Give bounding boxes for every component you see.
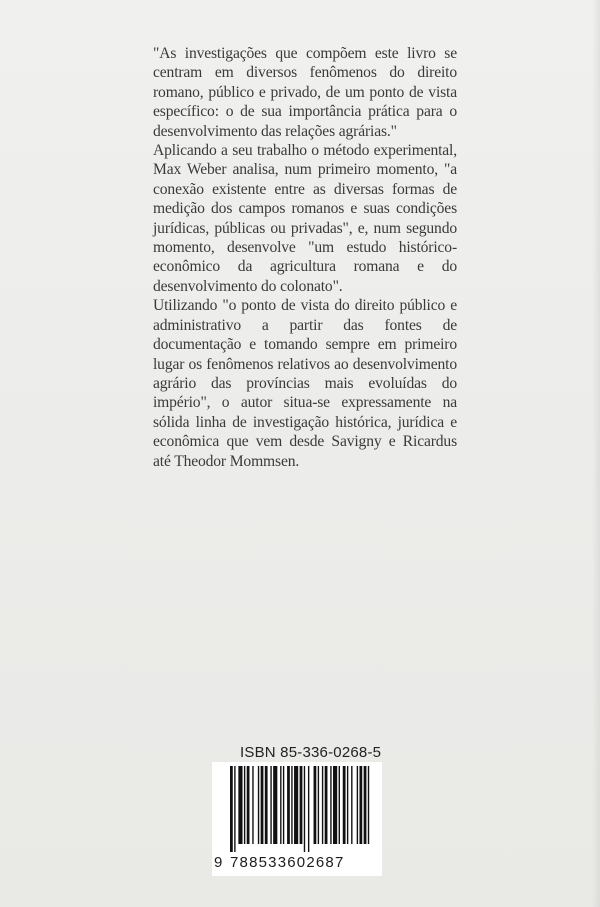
barcode-number [214,854,380,871]
barcode-bar [314,766,317,844]
barcode-bar [304,766,305,852]
barcode-bar [347,766,348,844]
barcode-bar [333,766,337,844]
barcode-bar [265,766,268,844]
barcode-bar [339,766,340,844]
barcode-bar [359,766,362,844]
barcode-bar [280,766,281,844]
cover-edge-shade [592,0,600,907]
barcode-bar [330,766,331,844]
barcode-bar [351,766,352,844]
barcode-digit-group: 788533602687 [230,854,345,871]
barcode-bar [322,766,323,844]
barcode-bar [261,766,264,844]
blurb-paragraph-1: "As investigações que compõem este livro se centram em diversos fenômenos do direito romano, público e privado, de um ponto de vista específico: o de sua importância prática para o desenvolvimento das relações agrárias." [153,45,457,140]
barcode-bar [270,766,271,844]
barcode-bar [364,766,367,844]
barcode-bar [294,766,298,844]
barcode-bar [258,766,259,844]
barcode-bar [318,766,319,844]
barcode-bar [343,766,346,844]
barcode-bar [357,766,358,844]
barcode-icon [230,766,372,852]
barcode-bar [238,766,242,844]
blurb-paragraph-3: Utilizando "o ponto de vista do direito público e administrativo a partir das fontes de documentação e tomando sempre em primeiro lugar os fenômenos relativos ao desenvolvimento agrário das províncias mais evoluídas do império", o autor situa-se expressamente na sólida linha de investigação histórica, jurídica e econômica que vem desde Savigny e Ricardus até Theodor Mommsen. [153,297,457,470]
barcode-bar [291,766,292,844]
barcode-bar [287,766,290,844]
barcode-bar [368,766,369,844]
barcode-bar [230,766,233,852]
barcode-bar [308,766,309,852]
back-cover-blurb [153,44,457,471]
barcode-lead-digit: 9 [214,854,224,871]
barcode-bar [273,766,277,844]
barcode-bar [300,766,303,844]
isbn-label: ISBN 85-336-0268-5 [240,744,382,761]
barcode-bar [234,766,235,852]
barcode-bar [247,766,250,844]
barcode-bar [244,766,245,844]
barcode-bar [325,766,328,844]
blurb-paragraph-2: Aplicando a seu trabalho o método experimental, Max Weber analisa, num primeiro momento, "a conexão existente entre as diversas formas de medição dos campos romanos e suas condições jurídicas, públicas ou privadas", e, num segundo momento, desenvolve "um estudo histórico-econômico da agricultura romana e do desenvolvimento do colonato". [153,142,457,295]
barcode-bar [252,766,253,844]
barcode-bar [283,766,284,844]
